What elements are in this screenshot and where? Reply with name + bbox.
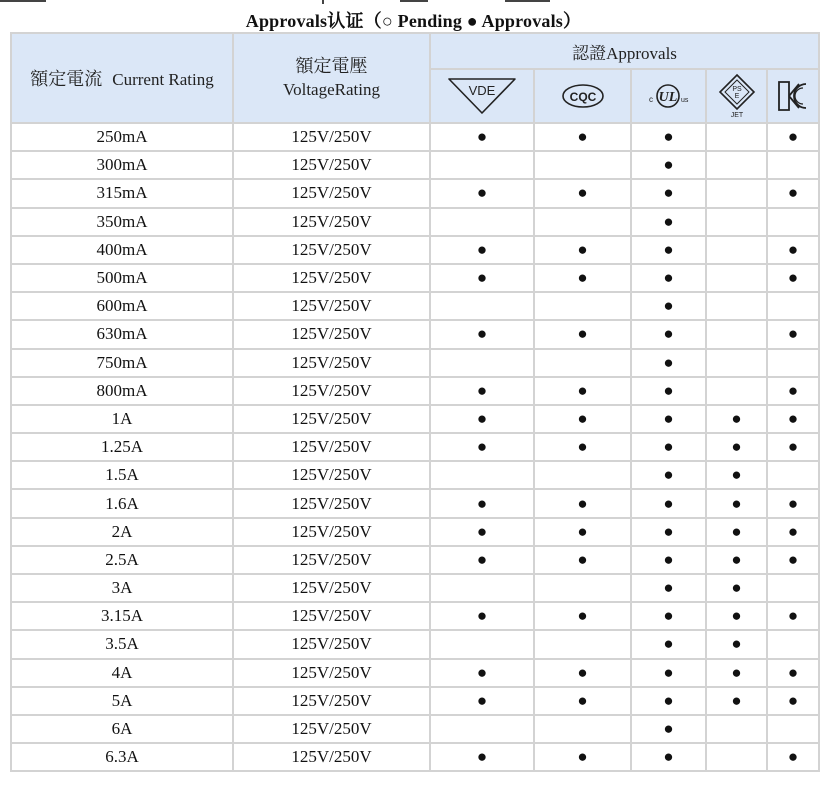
header-current-rating — [12, 34, 234, 124]
approval-cell — [535, 180, 632, 208]
approval-mark: ● — [663, 634, 674, 654]
header-current-zh: 額定電流 — [30, 69, 103, 89]
approval-cell — [431, 547, 535, 575]
approval-cell — [535, 462, 632, 490]
voltage-rating-cell: 125V/250V — [234, 350, 431, 378]
approval-cell — [535, 293, 632, 321]
approval-mark: ● — [476, 549, 488, 569]
approval-mark: ● — [731, 634, 742, 654]
approval-cell — [707, 547, 768, 575]
approval-cell — [707, 519, 768, 547]
approval-cell — [632, 434, 707, 462]
approval-mark: ● — [663, 352, 674, 372]
approval-cell — [535, 688, 632, 716]
approval-cell — [768, 350, 820, 378]
approval-cell — [707, 350, 768, 378]
approval-mark: ● — [663, 549, 674, 569]
approval-mark: ● — [577, 606, 588, 626]
approval-mark: ● — [663, 183, 674, 203]
current-rating-cell: 1A — [12, 406, 234, 434]
approval-cell — [707, 575, 768, 603]
table-row — [12, 124, 820, 152]
approval-mark: ● — [476, 408, 488, 428]
approval-mark: ● — [731, 521, 742, 541]
table-row — [12, 378, 820, 406]
voltage-rating-cell: 125V/250V — [234, 237, 431, 265]
approval-mark: ● — [787, 662, 799, 682]
svg-text:UL: UL — [658, 90, 677, 105]
approval-cell — [431, 490, 535, 518]
approval-cell — [431, 209, 535, 237]
approval-mark: ● — [663, 719, 674, 739]
current-rating-cell: 1.6A — [12, 490, 234, 518]
table-row — [12, 603, 820, 631]
approval-cell — [707, 209, 768, 237]
approval-cell — [768, 519, 820, 547]
approval-cell — [431, 462, 535, 490]
approval-cell — [707, 603, 768, 631]
approval-cell — [707, 716, 768, 744]
approval-mark: ● — [476, 183, 488, 203]
header-ccc — [535, 70, 632, 124]
voltage-rating-cell: 125V/250V — [234, 124, 431, 152]
approval-mark: ● — [663, 380, 674, 400]
approval-cell — [768, 688, 820, 716]
current-rating-cell: 4A — [12, 660, 234, 688]
approval-cell — [632, 603, 707, 631]
voltage-rating-cell: 125V/250V — [234, 321, 431, 349]
approval-cell — [768, 124, 820, 152]
approval-cell — [768, 490, 820, 518]
approval-mark: ● — [663, 211, 674, 231]
approval-cell — [768, 293, 820, 321]
approval-mark: ● — [663, 324, 674, 344]
voltage-rating-cell: 125V/250V — [234, 434, 431, 462]
voltage-rating-cell: 125V/250V — [234, 180, 431, 208]
approval-mark: ● — [663, 606, 674, 626]
approval-cell — [707, 124, 768, 152]
table-row — [12, 209, 820, 237]
approval-cell — [431, 321, 535, 349]
current-rating-cell: 2A — [12, 519, 234, 547]
table-row — [12, 321, 820, 349]
voltage-rating-cell: 125V/250V — [234, 547, 431, 575]
approval-cell — [632, 406, 707, 434]
approval-cell — [768, 180, 820, 208]
approval-mark: ● — [787, 606, 799, 626]
approval-cell — [768, 321, 820, 349]
table-row — [12, 237, 820, 265]
table-row — [12, 716, 820, 744]
approval-cell — [431, 744, 535, 772]
approval-cell — [535, 547, 632, 575]
approval-cell — [431, 265, 535, 293]
approval-mark: ● — [787, 324, 799, 344]
header-cul-us — [632, 70, 707, 124]
approval-cell — [707, 406, 768, 434]
current-rating-cell: 2.5A — [12, 547, 234, 575]
approval-mark: ● — [577, 268, 588, 288]
approval-cell — [768, 744, 820, 772]
approval-mark: ● — [577, 239, 588, 259]
approval-cell — [632, 293, 707, 321]
approval-mark: ● — [663, 465, 674, 485]
approval-cell — [707, 237, 768, 265]
kc-logo-icon — [775, 79, 811, 113]
approval-mark: ● — [476, 521, 488, 541]
approval-cell — [632, 152, 707, 180]
approval-mark: ● — [577, 380, 588, 400]
current-rating-cell: 250mA — [12, 124, 234, 152]
approval-mark: ● — [476, 268, 488, 288]
approval-mark: ● — [663, 437, 674, 457]
table-row — [12, 406, 820, 434]
approval-mark: ● — [787, 493, 799, 513]
approval-cell — [707, 293, 768, 321]
approval-mark: ● — [787, 747, 799, 767]
approval-cell — [632, 321, 707, 349]
table-row — [12, 293, 820, 321]
current-rating-cell: 3A — [12, 575, 234, 603]
header-kc — [768, 70, 820, 124]
approvals-table — [10, 32, 820, 772]
voltage-rating-cell: 125V/250V — [234, 603, 431, 631]
approval-cell — [535, 321, 632, 349]
approval-mark: ● — [577, 493, 588, 513]
approval-cell — [632, 265, 707, 293]
table-row — [12, 490, 820, 518]
current-rating-cell: 1.25A — [12, 434, 234, 462]
approval-cell — [431, 378, 535, 406]
approval-cell — [535, 378, 632, 406]
voltage-rating-cell: 125V/250V — [234, 631, 431, 659]
approval-mark: ● — [787, 380, 799, 400]
approval-cell — [707, 462, 768, 490]
approval-cell — [768, 152, 820, 180]
approval-mark: ● — [577, 324, 588, 344]
current-rating-cell: 400mA — [12, 237, 234, 265]
header-approvals: 認證Approvals — [431, 34, 820, 70]
voltage-rating-cell: 125V/250V — [234, 490, 431, 518]
approval-mark: ● — [663, 408, 674, 428]
approval-cell — [535, 350, 632, 378]
approval-mark: ● — [663, 155, 674, 175]
table-row — [12, 519, 820, 547]
approval-cell — [632, 547, 707, 575]
approval-cell — [535, 716, 632, 744]
table-row — [12, 660, 820, 688]
header-voltage-zh: 額定電壓 — [295, 56, 368, 76]
table-row — [12, 547, 820, 575]
approval-mark: ● — [663, 239, 674, 259]
approval-cell — [768, 434, 820, 462]
current-rating-cell: 3.5A — [12, 631, 234, 659]
header-voltage-rating — [234, 34, 431, 124]
current-rating-cell: 315mA — [12, 180, 234, 208]
voltage-rating-cell: 125V/250V — [234, 152, 431, 180]
approval-cell — [632, 124, 707, 152]
approval-cell — [632, 378, 707, 406]
approval-cell — [535, 209, 632, 237]
approval-mark: ● — [787, 549, 799, 569]
approval-cell — [431, 575, 535, 603]
approval-cell — [632, 237, 707, 265]
page-title: Approvals认证（○ Pending ● Approvals） — [245, 11, 582, 31]
approval-mark: ● — [787, 183, 799, 203]
approval-cell — [768, 406, 820, 434]
approval-cell — [431, 519, 535, 547]
approval-cell — [707, 631, 768, 659]
approval-cell — [632, 519, 707, 547]
approval-cell — [768, 209, 820, 237]
approval-cell — [431, 716, 535, 744]
approval-cell — [632, 350, 707, 378]
pse-jet-logo-icon — [717, 73, 757, 119]
approval-cell — [632, 688, 707, 716]
svg-text:c: c — [648, 95, 653, 104]
approval-cell — [707, 744, 768, 772]
table-row — [12, 688, 820, 716]
voltage-rating-cell: 125V/250V — [234, 519, 431, 547]
table-row — [12, 265, 820, 293]
approval-cell — [535, 744, 632, 772]
approval-cell — [707, 321, 768, 349]
voltage-rating-cell: 125V/250V — [234, 378, 431, 406]
approval-mark: ● — [476, 239, 488, 259]
approval-mark: ● — [577, 183, 588, 203]
approval-cell — [535, 237, 632, 265]
approval-mark: ● — [663, 127, 674, 147]
table-row — [12, 350, 820, 378]
approval-mark: ● — [663, 296, 674, 316]
table-row — [12, 744, 820, 772]
approval-cell — [431, 406, 535, 434]
approval-mark: ● — [731, 690, 742, 710]
approval-cell — [632, 462, 707, 490]
table-row — [12, 631, 820, 659]
approval-cell — [707, 434, 768, 462]
approval-cell — [431, 603, 535, 631]
approval-cell — [707, 180, 768, 208]
approval-mark: ● — [476, 747, 488, 767]
approval-cell — [707, 152, 768, 180]
approval-cell — [535, 660, 632, 688]
approval-mark: ● — [577, 549, 588, 569]
voltage-rating-cell: 125V/250V — [234, 462, 431, 490]
approval-mark: ● — [476, 662, 488, 682]
approval-cell — [535, 519, 632, 547]
approval-mark: ● — [577, 747, 588, 767]
approval-cell — [707, 378, 768, 406]
approval-mark: ● — [731, 493, 742, 513]
current-rating-cell: 350mA — [12, 209, 234, 237]
cul-us-logo-icon — [644, 80, 694, 112]
voltage-rating-cell: 125V/250V — [234, 406, 431, 434]
approval-cell — [632, 744, 707, 772]
current-rating-cell: 6A — [12, 716, 234, 744]
approval-mark: ● — [476, 606, 488, 626]
table-row — [12, 180, 820, 208]
approval-mark: ● — [476, 324, 488, 344]
approval-mark: ● — [663, 578, 674, 598]
approval-mark: ● — [731, 606, 742, 626]
approval-cell — [632, 660, 707, 688]
svg-text:PS: PS — [731, 86, 742, 93]
approval-mark: ● — [787, 690, 799, 710]
approval-cell — [707, 688, 768, 716]
approval-cell — [431, 293, 535, 321]
voltage-rating-cell: 125V/250V — [234, 744, 431, 772]
table-row — [12, 434, 820, 462]
approval-mark: ● — [731, 465, 742, 485]
approval-cell — [768, 660, 820, 688]
current-rating-cell: 750mA — [12, 350, 234, 378]
approval-cell — [431, 660, 535, 688]
approval-mark: ● — [577, 437, 588, 457]
approval-mark: ● — [577, 521, 588, 541]
approval-cell — [431, 152, 535, 180]
voltage-rating-cell: 125V/250V — [234, 688, 431, 716]
approval-mark: ● — [787, 268, 799, 288]
approval-mark: ● — [476, 493, 488, 513]
approval-cell — [431, 350, 535, 378]
approval-cell — [707, 265, 768, 293]
approval-cell — [535, 124, 632, 152]
current-rating-cell: 1.5A — [12, 462, 234, 490]
approval-mark: ● — [787, 408, 799, 428]
approval-cell — [431, 434, 535, 462]
header-pse-jet — [707, 70, 768, 124]
approval-mark: ● — [476, 380, 488, 400]
current-rating-cell: 800mA — [12, 378, 234, 406]
approval-cell — [768, 716, 820, 744]
approval-cell — [632, 575, 707, 603]
current-rating-cell: 5A — [12, 688, 234, 716]
table-row — [12, 152, 820, 180]
current-rating-cell: 3.15A — [12, 603, 234, 631]
approval-cell — [768, 575, 820, 603]
approval-cell — [535, 406, 632, 434]
vde-logo-icon — [446, 76, 518, 116]
approval-cell — [768, 265, 820, 293]
approval-mark: ● — [577, 662, 588, 682]
approval-cell — [431, 237, 535, 265]
approval-cell — [768, 462, 820, 490]
approval-mark: ● — [577, 690, 588, 710]
approval-cell — [535, 265, 632, 293]
approval-cell — [632, 716, 707, 744]
approval-mark: ● — [663, 747, 674, 767]
ccc-logo-icon — [561, 81, 605, 111]
vde-logo-text: VDE — [468, 83, 496, 98]
approval-mark: ● — [476, 690, 488, 710]
approval-mark: ● — [663, 268, 674, 288]
current-rating-cell: 300mA — [12, 152, 234, 180]
table-row — [12, 462, 820, 490]
approval-cell — [768, 603, 820, 631]
top-border-fragment — [0, 0, 827, 4]
approval-cell — [535, 631, 632, 659]
approval-mark: ● — [577, 127, 588, 147]
voltage-rating-cell: 125V/250V — [234, 293, 431, 321]
approval-mark: ● — [787, 521, 799, 541]
approval-cell — [768, 237, 820, 265]
voltage-rating-cell: 125V/250V — [234, 209, 431, 237]
approval-mark: ● — [787, 437, 799, 457]
voltage-rating-cell: 125V/250V — [234, 716, 431, 744]
header-vde — [431, 70, 535, 124]
approval-mark: ● — [787, 127, 799, 147]
approval-mark: ● — [731, 662, 742, 682]
approval-cell — [431, 124, 535, 152]
approval-mark: ● — [476, 437, 488, 457]
approval-mark: ● — [663, 493, 674, 513]
approval-cell — [431, 631, 535, 659]
svg-text:us: us — [680, 97, 688, 104]
approval-cell — [632, 209, 707, 237]
approval-cell — [632, 631, 707, 659]
current-rating-cell: 500mA — [12, 265, 234, 293]
approval-cell — [431, 688, 535, 716]
approval-mark: ● — [663, 690, 674, 710]
voltage-rating-cell: 125V/250V — [234, 265, 431, 293]
table-row — [12, 575, 820, 603]
header-voltage-en: VoltageRating — [283, 80, 380, 99]
approval-cell — [707, 490, 768, 518]
approval-mark: ● — [731, 437, 742, 457]
approval-cell — [431, 180, 535, 208]
approval-cell — [535, 490, 632, 518]
approval-cell — [768, 378, 820, 406]
approval-mark: ● — [731, 578, 742, 598]
ccc-logo-text: CQC — [569, 90, 596, 104]
approval-cell — [768, 547, 820, 575]
voltage-rating-cell: 125V/250V — [234, 575, 431, 603]
approval-mark: ● — [663, 521, 674, 541]
svg-text:JET: JET — [730, 112, 743, 119]
approval-mark: ● — [731, 549, 742, 569]
approval-mark: ● — [731, 408, 742, 428]
approval-cell — [707, 660, 768, 688]
approval-cell — [535, 575, 632, 603]
approval-mark: ● — [577, 408, 588, 428]
approval-cell — [535, 152, 632, 180]
approval-cell — [535, 434, 632, 462]
approval-mark: ● — [476, 127, 488, 147]
current-rating-cell: 600mA — [12, 293, 234, 321]
approval-mark: ● — [787, 239, 799, 259]
approval-cell — [632, 490, 707, 518]
approval-mark: ● — [663, 662, 674, 682]
svg-text:E: E — [734, 93, 739, 100]
voltage-rating-cell: 125V/250V — [234, 660, 431, 688]
current-rating-cell: 6.3A — [12, 744, 234, 772]
approval-cell — [535, 603, 632, 631]
approval-cell — [632, 180, 707, 208]
approval-cell — [768, 631, 820, 659]
current-rating-cell: 630mA — [12, 321, 234, 349]
header-current-en: Current Rating — [112, 70, 214, 89]
